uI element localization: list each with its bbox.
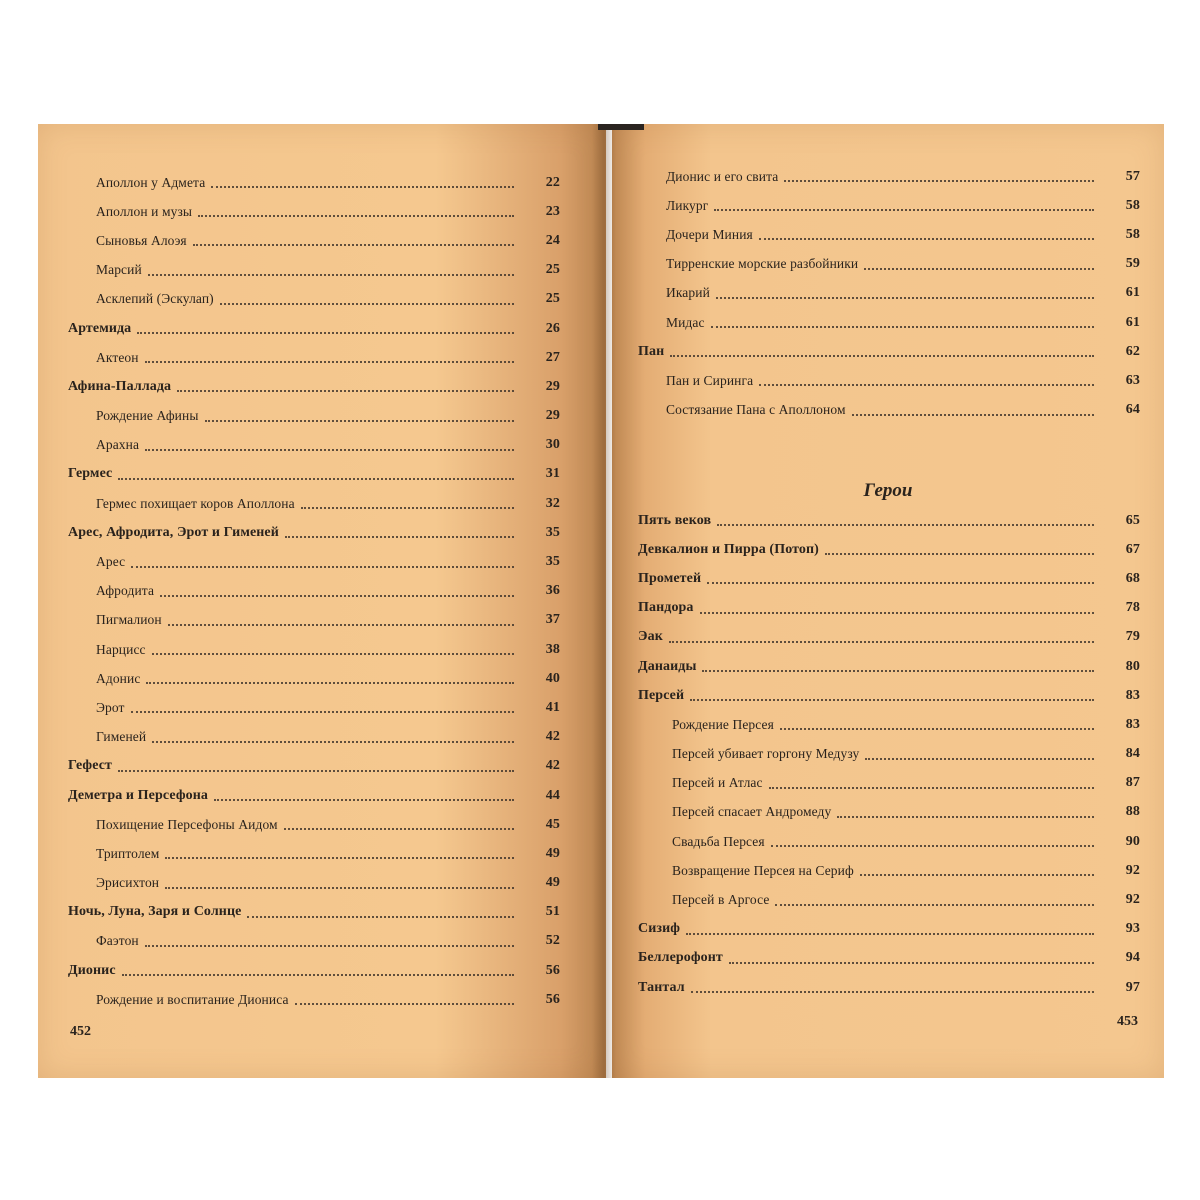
toc-entry-title: Арес, Афродита, Эрот и Гименей	[68, 524, 279, 540]
toc-entry-page: 49	[545, 845, 560, 861]
toc-entry-title: Рождение Персея	[672, 716, 774, 732]
toc-entry	[68, 606, 560, 635]
toc-entry	[638, 162, 1140, 191]
left-toc-list	[68, 168, 560, 1014]
toc-leader-dots	[118, 477, 514, 480]
toc-entry-page: 56	[545, 991, 560, 1007]
toc-entry	[638, 769, 1140, 798]
toc-entry-page: 79	[1125, 629, 1140, 645]
toc-entry-page: 92	[1125, 862, 1140, 878]
toc-entry	[638, 594, 1140, 623]
toc-leader-dots	[131, 565, 514, 568]
toc-entry-page: 67	[1125, 541, 1140, 557]
toc-entry	[68, 431, 560, 460]
toc-entry-title: Артемида	[68, 320, 132, 336]
toc-entry-title: Пять веков	[638, 512, 712, 528]
toc-leader-dots	[137, 331, 514, 334]
toc-leader-dots	[775, 903, 1094, 906]
toc-entry	[638, 250, 1140, 279]
toc-entry	[638, 366, 1140, 395]
toc-entry-page: 32	[545, 495, 560, 511]
toc-entry-title: Нарцисс	[96, 641, 146, 657]
toc-entry-title: Данаиды	[638, 658, 697, 674]
toc-entry	[68, 985, 560, 1014]
toc-entry	[68, 343, 560, 372]
toc-leader-dots	[152, 740, 514, 743]
toc-entry-title: Тирренские морские разбойники	[666, 256, 859, 272]
section-title: Герои	[863, 480, 913, 501]
toc-entry-page: 65	[1125, 512, 1140, 528]
toc-entry-title: Аполлон и музы	[96, 203, 193, 219]
toc-entry	[68, 402, 560, 431]
toc-entry-page: 31	[545, 466, 560, 482]
toc-entry-page: 78	[1125, 600, 1140, 616]
toc-entry	[68, 635, 560, 664]
toc-entry	[638, 535, 1140, 564]
toc-leader-dots	[148, 273, 514, 276]
toc-entry	[638, 856, 1140, 885]
toc-leader-dots	[198, 214, 514, 217]
toc-entry	[638, 279, 1140, 308]
toc-leader-dots	[780, 727, 1094, 730]
toc-entry-title: Актеон	[96, 349, 139, 365]
toc-entry-title: Афина-Паллада	[68, 378, 172, 394]
toc-entry-title: Мидас	[666, 314, 705, 330]
toc-leader-dots	[865, 757, 1094, 760]
toc-entry-title: Адонис	[96, 670, 141, 686]
right-page-number: 453	[1117, 1014, 1138, 1029]
toc-entry-page: 61	[1125, 314, 1140, 330]
toc-leader-dots	[131, 710, 514, 713]
toc-entry	[68, 781, 560, 810]
toc-entry-title: Рождение Афины	[96, 408, 199, 424]
toc-entry-page: 94	[1125, 950, 1140, 966]
toc-leader-dots	[152, 652, 514, 655]
toc-entry-title: Беллерофонт	[638, 950, 723, 966]
toc-leader-dots	[784, 179, 1094, 182]
book-spread	[38, 124, 1164, 1078]
toc-entry-title: Гименей	[96, 729, 147, 745]
toc-entry-title: Икарий	[666, 285, 710, 301]
toc-entry-page: 25	[545, 291, 560, 307]
toc-entry-page: 68	[1125, 570, 1140, 586]
toc-entry	[68, 460, 560, 489]
toc-entry-title: Арес	[96, 554, 126, 570]
toc-leader-dots	[165, 886, 514, 889]
toc-entry	[68, 664, 560, 693]
toc-leader-dots	[145, 944, 514, 947]
toc-entry-page: 37	[545, 612, 560, 628]
toc-leader-dots	[717, 523, 1094, 526]
toc-entry	[68, 226, 560, 255]
toc-entry-page: 92	[1125, 892, 1140, 908]
toc-entry-page: 23	[545, 203, 560, 219]
toc-entry-page: 40	[545, 670, 560, 686]
toc-entry-title: Персей спасает Андромеду	[672, 804, 832, 820]
toc-leader-dots	[670, 354, 1094, 357]
toc-leader-dots	[711, 325, 1094, 328]
toc-leader-dots	[825, 552, 1094, 555]
toc-entry-title: Аполлон у Адмета	[96, 174, 206, 190]
toc-entry	[638, 308, 1140, 337]
toc-entry-page: 42	[545, 729, 560, 745]
toc-entry	[638, 337, 1140, 366]
toc-entry-title: Свадьба Персея	[672, 833, 765, 849]
toc-leader-dots	[168, 623, 514, 626]
toc-entry-page: 35	[545, 554, 560, 570]
toc-entry-page: 42	[545, 758, 560, 774]
toc-entry-title: Девкалион и Пирра (Потоп)	[638, 541, 819, 557]
toc-entry-title: Персей и Атлас	[672, 775, 763, 791]
toc-leader-dots	[145, 448, 514, 451]
toc-entry-title: Гермес	[68, 466, 113, 482]
toc-entry	[638, 623, 1140, 652]
toc-entry-page: 57	[1125, 168, 1140, 184]
toc-entry-page: 80	[1125, 658, 1140, 674]
toc-entry-page: 64	[1125, 402, 1140, 418]
toc-entry-title: Дочери Миния	[666, 226, 753, 242]
toc-leader-dots	[769, 786, 1094, 789]
toc-leader-dots	[122, 973, 514, 976]
book-gutter	[592, 124, 616, 1078]
toc-leader-dots	[837, 815, 1094, 818]
toc-entry-title: Возвращение Персея на Сериф	[672, 862, 854, 878]
toc-leader-dots	[716, 296, 1094, 299]
toc-entry	[68, 898, 560, 927]
toc-entry-page: 93	[1125, 921, 1140, 937]
toc-entry	[68, 314, 560, 343]
toc-entry-page: 36	[545, 583, 560, 599]
toc-entry-page: 35	[545, 524, 560, 540]
toc-entry-title: Рождение и воспитание Диониса	[96, 991, 289, 1007]
left-page-number: 452	[70, 1024, 91, 1039]
toc-entry-title: Пан и Сиринга	[666, 372, 754, 388]
toc-entry	[68, 168, 560, 197]
toc-entry-title: Марсий	[96, 262, 142, 278]
toc-leader-dots	[771, 844, 1094, 847]
toc-entry	[68, 577, 560, 606]
right-page	[612, 124, 1164, 1078]
toc-entry-title: Гермес похищает коров Аполлона	[96, 495, 295, 511]
toc-leader-dots	[759, 237, 1094, 240]
toc-entry-title: Триптолем	[96, 845, 160, 861]
toc-entry-page: 59	[1125, 256, 1140, 272]
toc-entry	[638, 710, 1140, 739]
toc-entry-title: Персей убивает горгону Медузу	[672, 746, 860, 762]
toc-leader-dots	[160, 594, 514, 597]
toc-entry	[68, 547, 560, 576]
toc-entry-page: 58	[1125, 226, 1140, 242]
toc-entry-page: 38	[545, 641, 560, 657]
toc-entry-title: Асклепий (Эскулап)	[96, 291, 214, 307]
toc-entry-title: Прометей	[638, 570, 702, 586]
toc-entry	[638, 827, 1140, 856]
left-page	[38, 124, 606, 1078]
toc-leader-dots	[193, 243, 514, 246]
toc-leader-dots	[864, 267, 1094, 270]
toc-entry	[68, 752, 560, 781]
toc-entry-title: Ликург	[666, 197, 709, 213]
toc-leader-dots	[691, 990, 1094, 993]
toc-leader-dots	[860, 873, 1094, 876]
toc-entry	[638, 396, 1140, 425]
toc-entry-title: Тантал	[638, 979, 685, 995]
toc-entry-title: Афродита	[96, 583, 155, 599]
toc-entry-title: Фаэтон	[96, 933, 139, 949]
toc-entry-title: Сизиф	[638, 921, 681, 937]
toc-entry-page: 29	[545, 378, 560, 394]
toc-entry	[68, 723, 560, 752]
toc-leader-dots	[118, 769, 514, 772]
toc-leader-dots	[146, 681, 514, 684]
toc-entry	[638, 564, 1140, 593]
toc-entry-page: 88	[1125, 804, 1140, 820]
toc-leader-dots	[214, 798, 514, 801]
toc-leader-dots	[686, 932, 1094, 935]
toc-leader-dots	[284, 827, 514, 830]
toc-entry-page: 52	[545, 933, 560, 949]
toc-entry	[638, 915, 1140, 944]
toc-leader-dots	[729, 961, 1094, 964]
toc-entry-title: Сыновья Алоэя	[96, 232, 187, 248]
toc-entry	[68, 810, 560, 839]
toc-entry	[68, 927, 560, 956]
toc-entry-page: 61	[1125, 285, 1140, 301]
toc-entry-page: 29	[545, 408, 560, 424]
right-toc-bottom-list	[638, 506, 1140, 1002]
toc-leader-dots	[852, 413, 1094, 416]
toc-entry-title: Ночь, Луна, Заря и Солнце	[68, 904, 242, 920]
toc-leader-dots	[247, 915, 514, 918]
toc-leader-dots	[295, 1002, 514, 1005]
toc-entry	[68, 256, 560, 285]
toc-entry	[68, 693, 560, 722]
toc-entry-page: 25	[545, 262, 560, 278]
toc-entry	[68, 285, 560, 314]
toc-leader-dots	[165, 856, 514, 859]
toc-entry	[68, 197, 560, 226]
toc-leader-dots	[669, 640, 1094, 643]
toc-entry-title: Персей в Аргосе	[672, 892, 770, 908]
toc-entry	[68, 518, 560, 547]
toc-entry	[638, 798, 1140, 827]
toc-entry	[68, 372, 560, 401]
toc-entry-title: Эак	[638, 629, 663, 645]
toc-leader-dots	[714, 208, 1094, 211]
toc-entry-title: Персей	[638, 687, 685, 703]
toc-entry-page: 26	[545, 320, 560, 336]
toc-entry	[638, 220, 1140, 249]
toc-leader-dots	[285, 535, 514, 538]
toc-leader-dots	[759, 383, 1094, 386]
toc-entry	[68, 956, 560, 985]
toc-entry-title: Дионис и его свита	[666, 168, 779, 184]
toc-entry-page: 27	[545, 349, 560, 365]
toc-entry-page: 22	[545, 174, 560, 190]
right-toc-top-list	[638, 162, 1140, 425]
toc-entry-title: Гефест	[68, 758, 112, 774]
toc-leader-dots	[205, 419, 515, 422]
toc-entry-page: 30	[545, 437, 560, 453]
toc-entry-page: 97	[1125, 979, 1140, 995]
toc-entry-page: 87	[1125, 775, 1140, 791]
toc-leader-dots	[700, 611, 1094, 614]
toc-entry	[638, 191, 1140, 220]
toc-entry	[68, 489, 560, 518]
toc-entry-title: Пандора	[638, 600, 694, 616]
toc-entry-title: Пигмалион	[96, 612, 162, 628]
toc-entry-page: 44	[545, 787, 560, 803]
toc-entry-page: 41	[545, 699, 560, 715]
toc-entry-page: 83	[1125, 716, 1140, 732]
toc-entry-page: 51	[545, 904, 560, 920]
toc-leader-dots	[145, 360, 514, 363]
toc-entry-page: 58	[1125, 197, 1140, 213]
toc-entry	[68, 869, 560, 898]
toc-entry-title: Эрисихтон	[96, 875, 160, 891]
toc-entry-page: 24	[545, 232, 560, 248]
toc-entry-title: Пан	[638, 343, 665, 359]
toc-entry-title: Состязание Пана с Аполлоном	[666, 402, 846, 418]
toc-entry-page: 90	[1125, 833, 1140, 849]
toc-entry	[638, 740, 1140, 769]
toc-entry	[638, 885, 1140, 914]
toc-entry-page: 45	[545, 816, 560, 832]
toc-leader-dots	[690, 698, 1094, 701]
toc-leader-dots	[702, 669, 1094, 672]
toc-leader-dots	[301, 506, 514, 509]
toc-entry-page: 63	[1125, 372, 1140, 388]
toc-leader-dots	[707, 581, 1094, 584]
toc-entry-page: 49	[545, 875, 560, 891]
toc-entry	[638, 506, 1140, 535]
toc-entry	[638, 973, 1140, 1002]
toc-entry	[638, 681, 1140, 710]
toc-entry-title: Похищение Персефоны Аидом	[96, 816, 278, 832]
toc-leader-dots	[211, 185, 514, 188]
toc-entry	[638, 944, 1140, 973]
toc-entry	[68, 839, 560, 868]
toc-entry-page: 83	[1125, 687, 1140, 703]
toc-leader-dots	[220, 302, 514, 305]
spine-mark	[598, 124, 644, 130]
toc-leader-dots	[177, 389, 514, 392]
toc-entry-page: 84	[1125, 746, 1140, 762]
toc-entry-title: Дионис	[68, 962, 116, 978]
toc-entry-title: Деметра и Персефона	[68, 787, 208, 803]
toc-entry	[638, 652, 1140, 681]
toc-entry-title: Эрот	[96, 699, 125, 715]
toc-entry-page: 56	[545, 962, 560, 978]
toc-entry-title: Арахна	[96, 437, 140, 453]
toc-entry-page: 62	[1125, 343, 1140, 359]
